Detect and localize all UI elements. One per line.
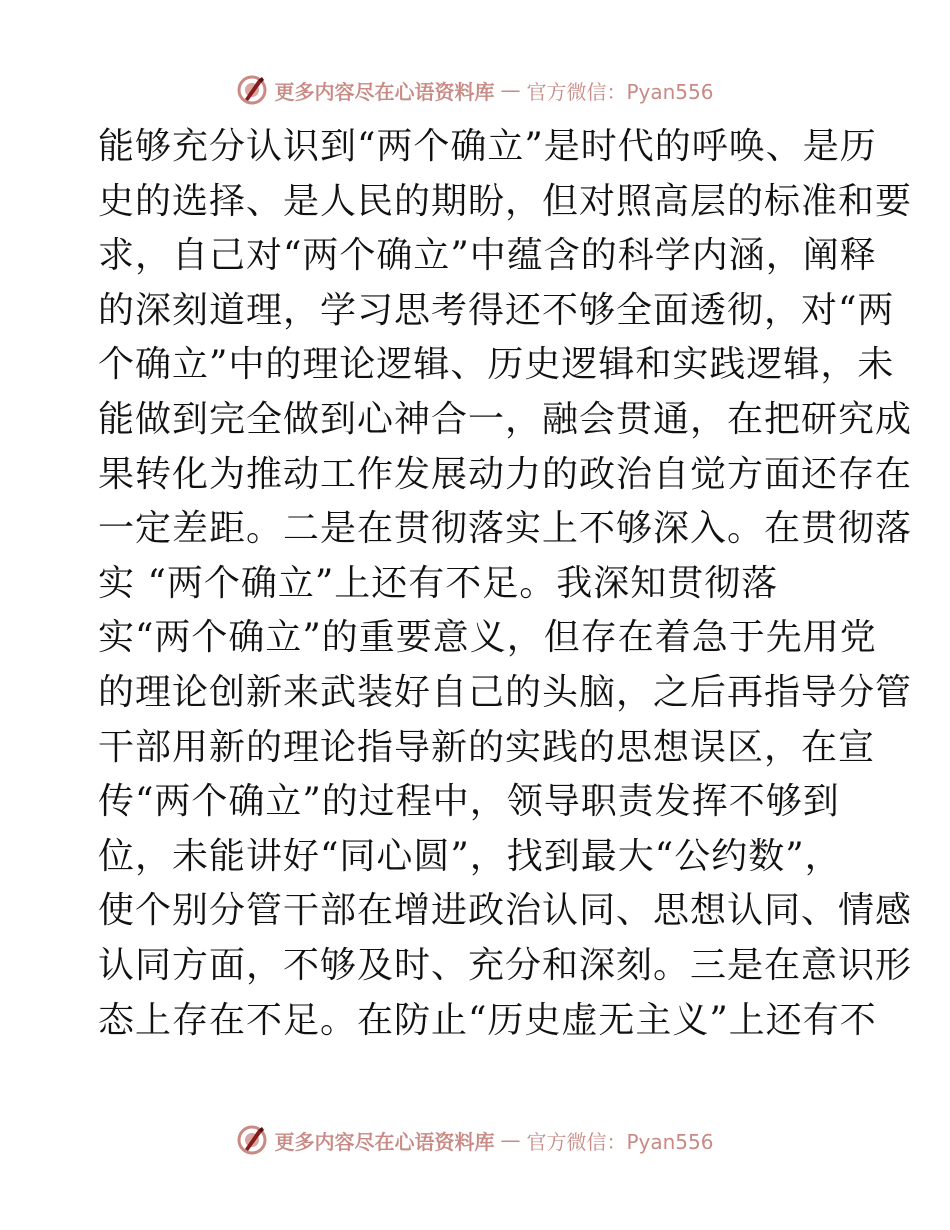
text-line: 一定差距。二是在贯彻落实上不够深入。在贯彻落	[98, 508, 913, 550]
watermark-contact-text: 官方微信：Pyan556	[526, 79, 714, 104]
watermark-dash: —	[500, 78, 521, 102]
watermark-brand-text: 更多内容尽在心语资料库	[274, 1129, 495, 1154]
text-line: 认同方面，不够及时、充分和深刻。三是在意识形	[98, 944, 913, 986]
text-line: 果转化为推动工作发展动力的政治自觉方面还存在	[98, 453, 913, 495]
header-watermark	[0, 70, 950, 110]
document-body	[98, 120, 913, 1048]
text-line: 传“两个确立”的过程中，领导职责发挥不够到	[98, 781, 840, 823]
brand-logo-icon	[236, 1124, 268, 1156]
brand-logo-icon	[236, 74, 268, 106]
watermark-dash: —	[500, 1128, 521, 1152]
text-line: 个确立”中的理论逻辑、历史逻辑和实践逻辑，未	[98, 344, 895, 386]
watermark-contact-text: 官方微信：Pyan556	[526, 1129, 714, 1154]
text-line: 使个别分管干部在增进政治认同、思想认同、情感	[98, 890, 913, 932]
text-line: 位，未能讲好“同心圆”，找到最大“公约数”，	[98, 835, 842, 877]
watermark-brand-text: 更多内容尽在心语资料库	[274, 79, 495, 104]
text-line: 态上存在不足。在防止“历史虚无主义”上还有不	[98, 999, 877, 1041]
footer-watermark	[0, 1120, 950, 1160]
text-line: 史的选择、是人民的期盼，但对照高层的标准和要	[98, 180, 913, 222]
text-line: 实“两个确立”的重要意义，但存在着急于先用党	[98, 617, 877, 659]
text-line: 能够充分认识到“两个确立”是时代的呼唤、是历	[98, 126, 877, 167]
text-line: 的理论创新来武装好自己的头脑，之后再指导分管	[98, 671, 913, 713]
text-line: 求，自己对“两个确立”中蕴含的科学内涵，阐释	[98, 235, 877, 277]
text-line: 能做到完全做到心神合一，融会贯通，在把研究成	[98, 398, 913, 440]
text-line: 干部用新的理论指导新的实践的思想误区，在宣	[98, 726, 876, 768]
text-line: 实 “两个确立”上还有不足。我深知贯彻落	[98, 562, 779, 604]
text-line: 的深刻道理，学习思考得还不够全面透彻，对“两	[98, 289, 895, 331]
